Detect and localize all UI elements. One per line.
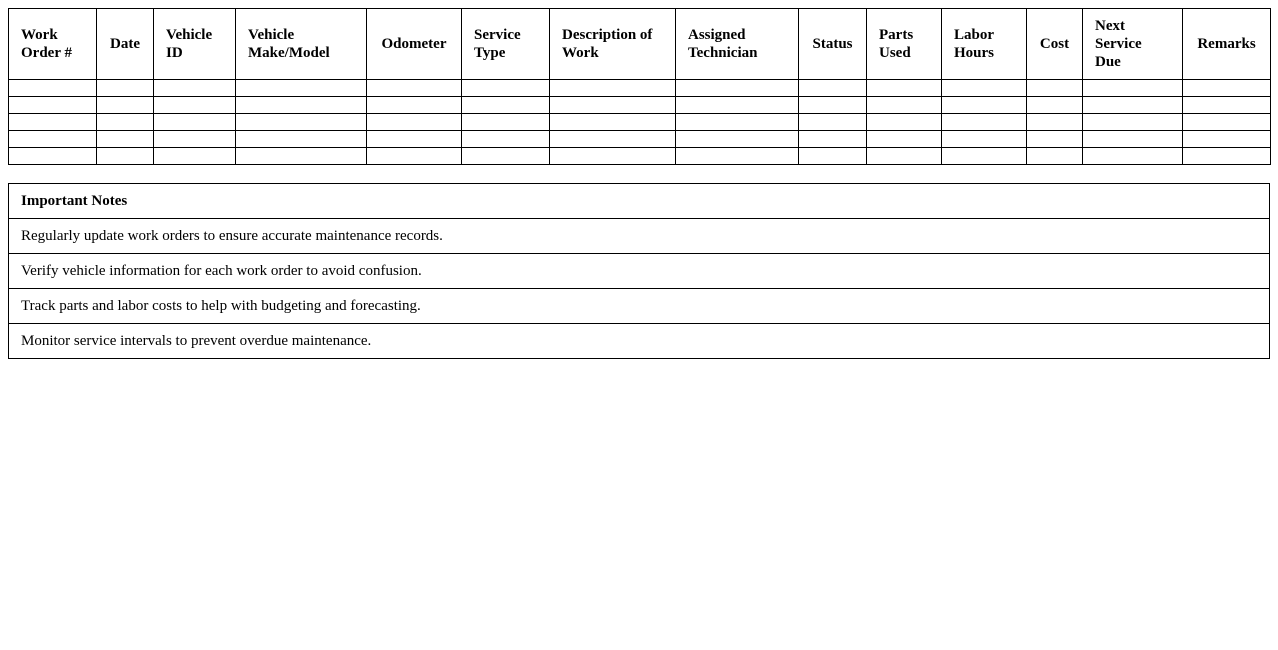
- table-cell[interactable]: [799, 148, 867, 165]
- header-work-order: Work Order #: [9, 9, 97, 80]
- table-cell[interactable]: [1083, 114, 1183, 131]
- header-vehicle-make-model: Vehicle Make/Model: [236, 9, 367, 80]
- table-cell[interactable]: [867, 97, 942, 114]
- table-cell[interactable]: [462, 114, 550, 131]
- table-cell[interactable]: [462, 131, 550, 148]
- notes-title: Important Notes: [9, 184, 1270, 219]
- header-description: Description of Work: [550, 9, 676, 80]
- table-cell[interactable]: [867, 148, 942, 165]
- note-item: Regularly update work orders to ensure accurate maintenance records.: [9, 219, 1270, 254]
- table-cell[interactable]: [867, 114, 942, 131]
- table-cell[interactable]: [1027, 114, 1083, 131]
- table-cell[interactable]: [942, 114, 1027, 131]
- table-cell[interactable]: [1183, 97, 1271, 114]
- table-cell[interactable]: [236, 97, 367, 114]
- table-cell[interactable]: [1027, 148, 1083, 165]
- table-cell[interactable]: [1083, 148, 1183, 165]
- table-cell[interactable]: [799, 80, 867, 97]
- header-remarks: Remarks: [1183, 9, 1271, 80]
- table-cell[interactable]: [9, 148, 97, 165]
- table-cell[interactable]: [867, 131, 942, 148]
- table-cell[interactable]: [550, 114, 676, 131]
- table-cell[interactable]: [97, 97, 154, 114]
- table-row: [9, 148, 1271, 165]
- table-cell[interactable]: [9, 114, 97, 131]
- table-cell[interactable]: [154, 131, 236, 148]
- table-cell[interactable]: [462, 148, 550, 165]
- table-cell[interactable]: [1183, 80, 1271, 97]
- table-body: [9, 80, 1271, 165]
- header-date: Date: [97, 9, 154, 80]
- header-technician: Assigned Technician: [676, 9, 799, 80]
- table-cell[interactable]: [97, 148, 154, 165]
- table-row: [9, 131, 1271, 148]
- table-cell[interactable]: [550, 148, 676, 165]
- table-cell[interactable]: [97, 131, 154, 148]
- header-vehicle-id: Vehicle ID: [154, 9, 236, 80]
- work-order-table: [8, 8, 1271, 165]
- table-cell[interactable]: [676, 131, 799, 148]
- table-cell[interactable]: [9, 80, 97, 97]
- table-cell[interactable]: [367, 131, 462, 148]
- header-cost: Cost: [1027, 9, 1083, 80]
- table-cell[interactable]: [942, 148, 1027, 165]
- table-cell[interactable]: [550, 131, 676, 148]
- table-cell[interactable]: [236, 114, 367, 131]
- note-item: Monitor service intervals to prevent overdue maintenance.: [9, 324, 1270, 359]
- note-item: Track parts and labor costs to help with budgeting and forecasting.: [9, 289, 1270, 324]
- table-cell[interactable]: [1083, 131, 1183, 148]
- note-row: [9, 324, 1270, 359]
- table-cell[interactable]: [1027, 80, 1083, 97]
- table-cell[interactable]: [236, 80, 367, 97]
- header-service-type: Service Type: [462, 9, 550, 80]
- table-row: [9, 97, 1271, 114]
- header-labor-hours: Labor Hours: [942, 9, 1027, 80]
- table-cell[interactable]: [367, 148, 462, 165]
- table-cell[interactable]: [154, 114, 236, 131]
- table-cell[interactable]: [367, 97, 462, 114]
- table-cell[interactable]: [1083, 97, 1183, 114]
- note-row: [9, 254, 1270, 289]
- table-cell[interactable]: [867, 80, 942, 97]
- note-row: [9, 289, 1270, 324]
- note-row: [9, 219, 1270, 254]
- table-cell[interactable]: [799, 131, 867, 148]
- important-notes-table: [8, 183, 1270, 359]
- header-status: Status: [799, 9, 867, 80]
- header-next-service: Next Service Due: [1083, 9, 1183, 80]
- table-cell[interactable]: [9, 131, 97, 148]
- header-odometer: Odometer: [367, 9, 462, 80]
- table-cell[interactable]: [97, 114, 154, 131]
- document: [8, 8, 1270, 359]
- table-cell[interactable]: [1027, 131, 1083, 148]
- table-cell[interactable]: [676, 148, 799, 165]
- table-header-row: [9, 9, 1271, 80]
- table-cell[interactable]: [550, 80, 676, 97]
- table-cell[interactable]: [9, 97, 97, 114]
- notes-header-row: [9, 184, 1270, 219]
- table-cell[interactable]: [236, 148, 367, 165]
- table-cell[interactable]: [942, 80, 1027, 97]
- table-cell[interactable]: [154, 97, 236, 114]
- table-cell[interactable]: [1183, 148, 1271, 165]
- table-cell[interactable]: [154, 80, 236, 97]
- table-cell[interactable]: [1027, 97, 1083, 114]
- table-cell[interactable]: [1183, 114, 1271, 131]
- table-cell[interactable]: [367, 80, 462, 97]
- table-cell[interactable]: [942, 131, 1027, 148]
- table-row: [9, 80, 1271, 97]
- note-item: Verify vehicle information for each work order to avoid confusion.: [9, 254, 1270, 289]
- table-cell[interactable]: [462, 97, 550, 114]
- table-cell[interactable]: [236, 131, 367, 148]
- table-cell[interactable]: [97, 80, 154, 97]
- table-cell[interactable]: [676, 80, 799, 97]
- table-cell[interactable]: [942, 97, 1027, 114]
- table-cell[interactable]: [799, 97, 867, 114]
- header-parts-used: Parts Used: [867, 9, 942, 80]
- table-cell[interactable]: [676, 114, 799, 131]
- table-cell[interactable]: [799, 114, 867, 131]
- table-cell[interactable]: [550, 97, 676, 114]
- table-cell[interactable]: [1183, 131, 1271, 148]
- table-cell[interactable]: [1083, 80, 1183, 97]
- table-cell[interactable]: [154, 148, 236, 165]
- table-cell[interactable]: [462, 80, 550, 97]
- table-row: [9, 114, 1271, 131]
- table-cell[interactable]: [367, 114, 462, 131]
- table-cell[interactable]: [676, 97, 799, 114]
